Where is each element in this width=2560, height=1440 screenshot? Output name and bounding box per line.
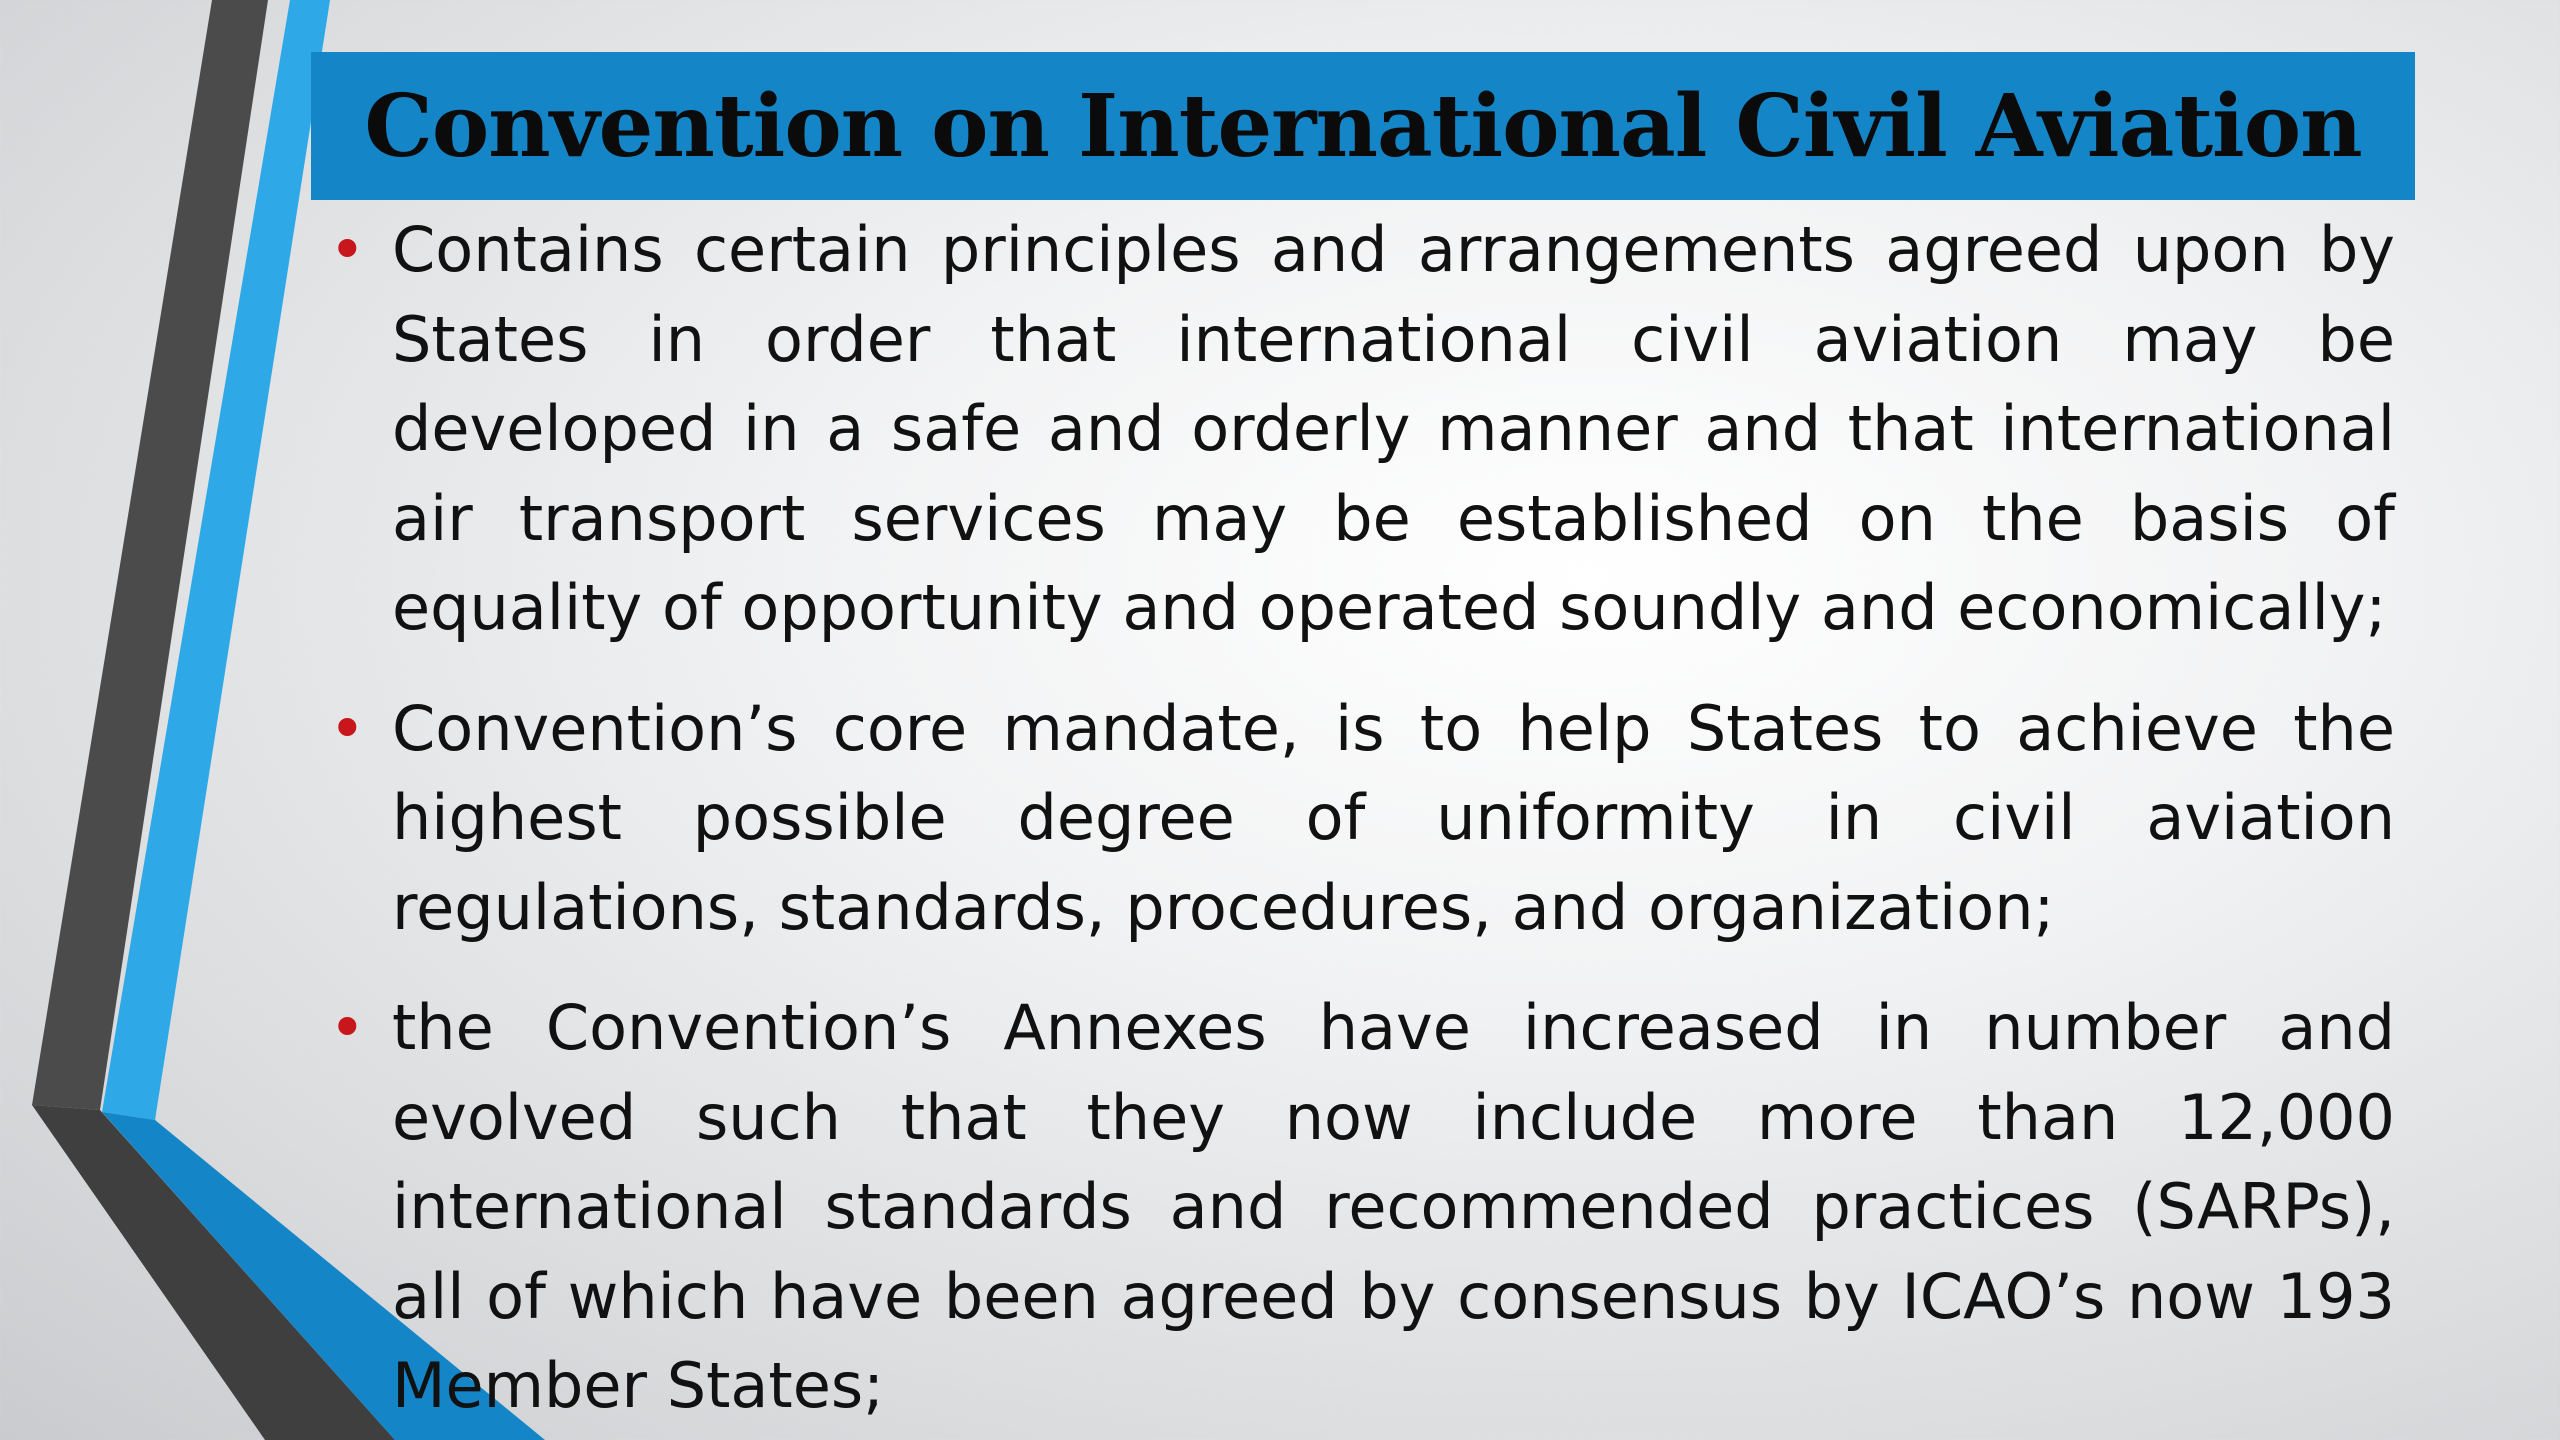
- title-bar: [311, 52, 2415, 200]
- bullet-item-2: [325, 684, 2395, 953]
- bullet-list: [325, 205, 2395, 1440]
- slide-title: Convention on International Civil Aviation: [364, 75, 2362, 177]
- bullet-text-1: Contains certain principles and arrangements agreed upon by States in order that international civil aviation may be developed in a safe and orderly manner and that international air transport services may be established on the basis of equality of opportunity and operated soundly and economically;: [392, 213, 2395, 644]
- bullet-marker-1: •: [329, 213, 366, 286]
- bullet-text-2: Convention’s core mandate, is to help States to achieve the highest possible degree of uniformity in civil aviation regulations, standards, procedures, and organization;: [392, 691, 2395, 944]
- bullet-marker-3: •: [329, 991, 366, 1064]
- bullet-item-3: [325, 983, 2395, 1431]
- bullet-item-1: [325, 205, 2395, 653]
- bullet-text-3: the Convention’s Annexes have increased in number and evolved such that they now include more than 12,000 international standards and recommended practices (SARPs), all of which have been agreed by consensus by ICAO’s now 193 Member States;: [392, 991, 2395, 1422]
- bullet-marker-2: •: [329, 691, 366, 765]
